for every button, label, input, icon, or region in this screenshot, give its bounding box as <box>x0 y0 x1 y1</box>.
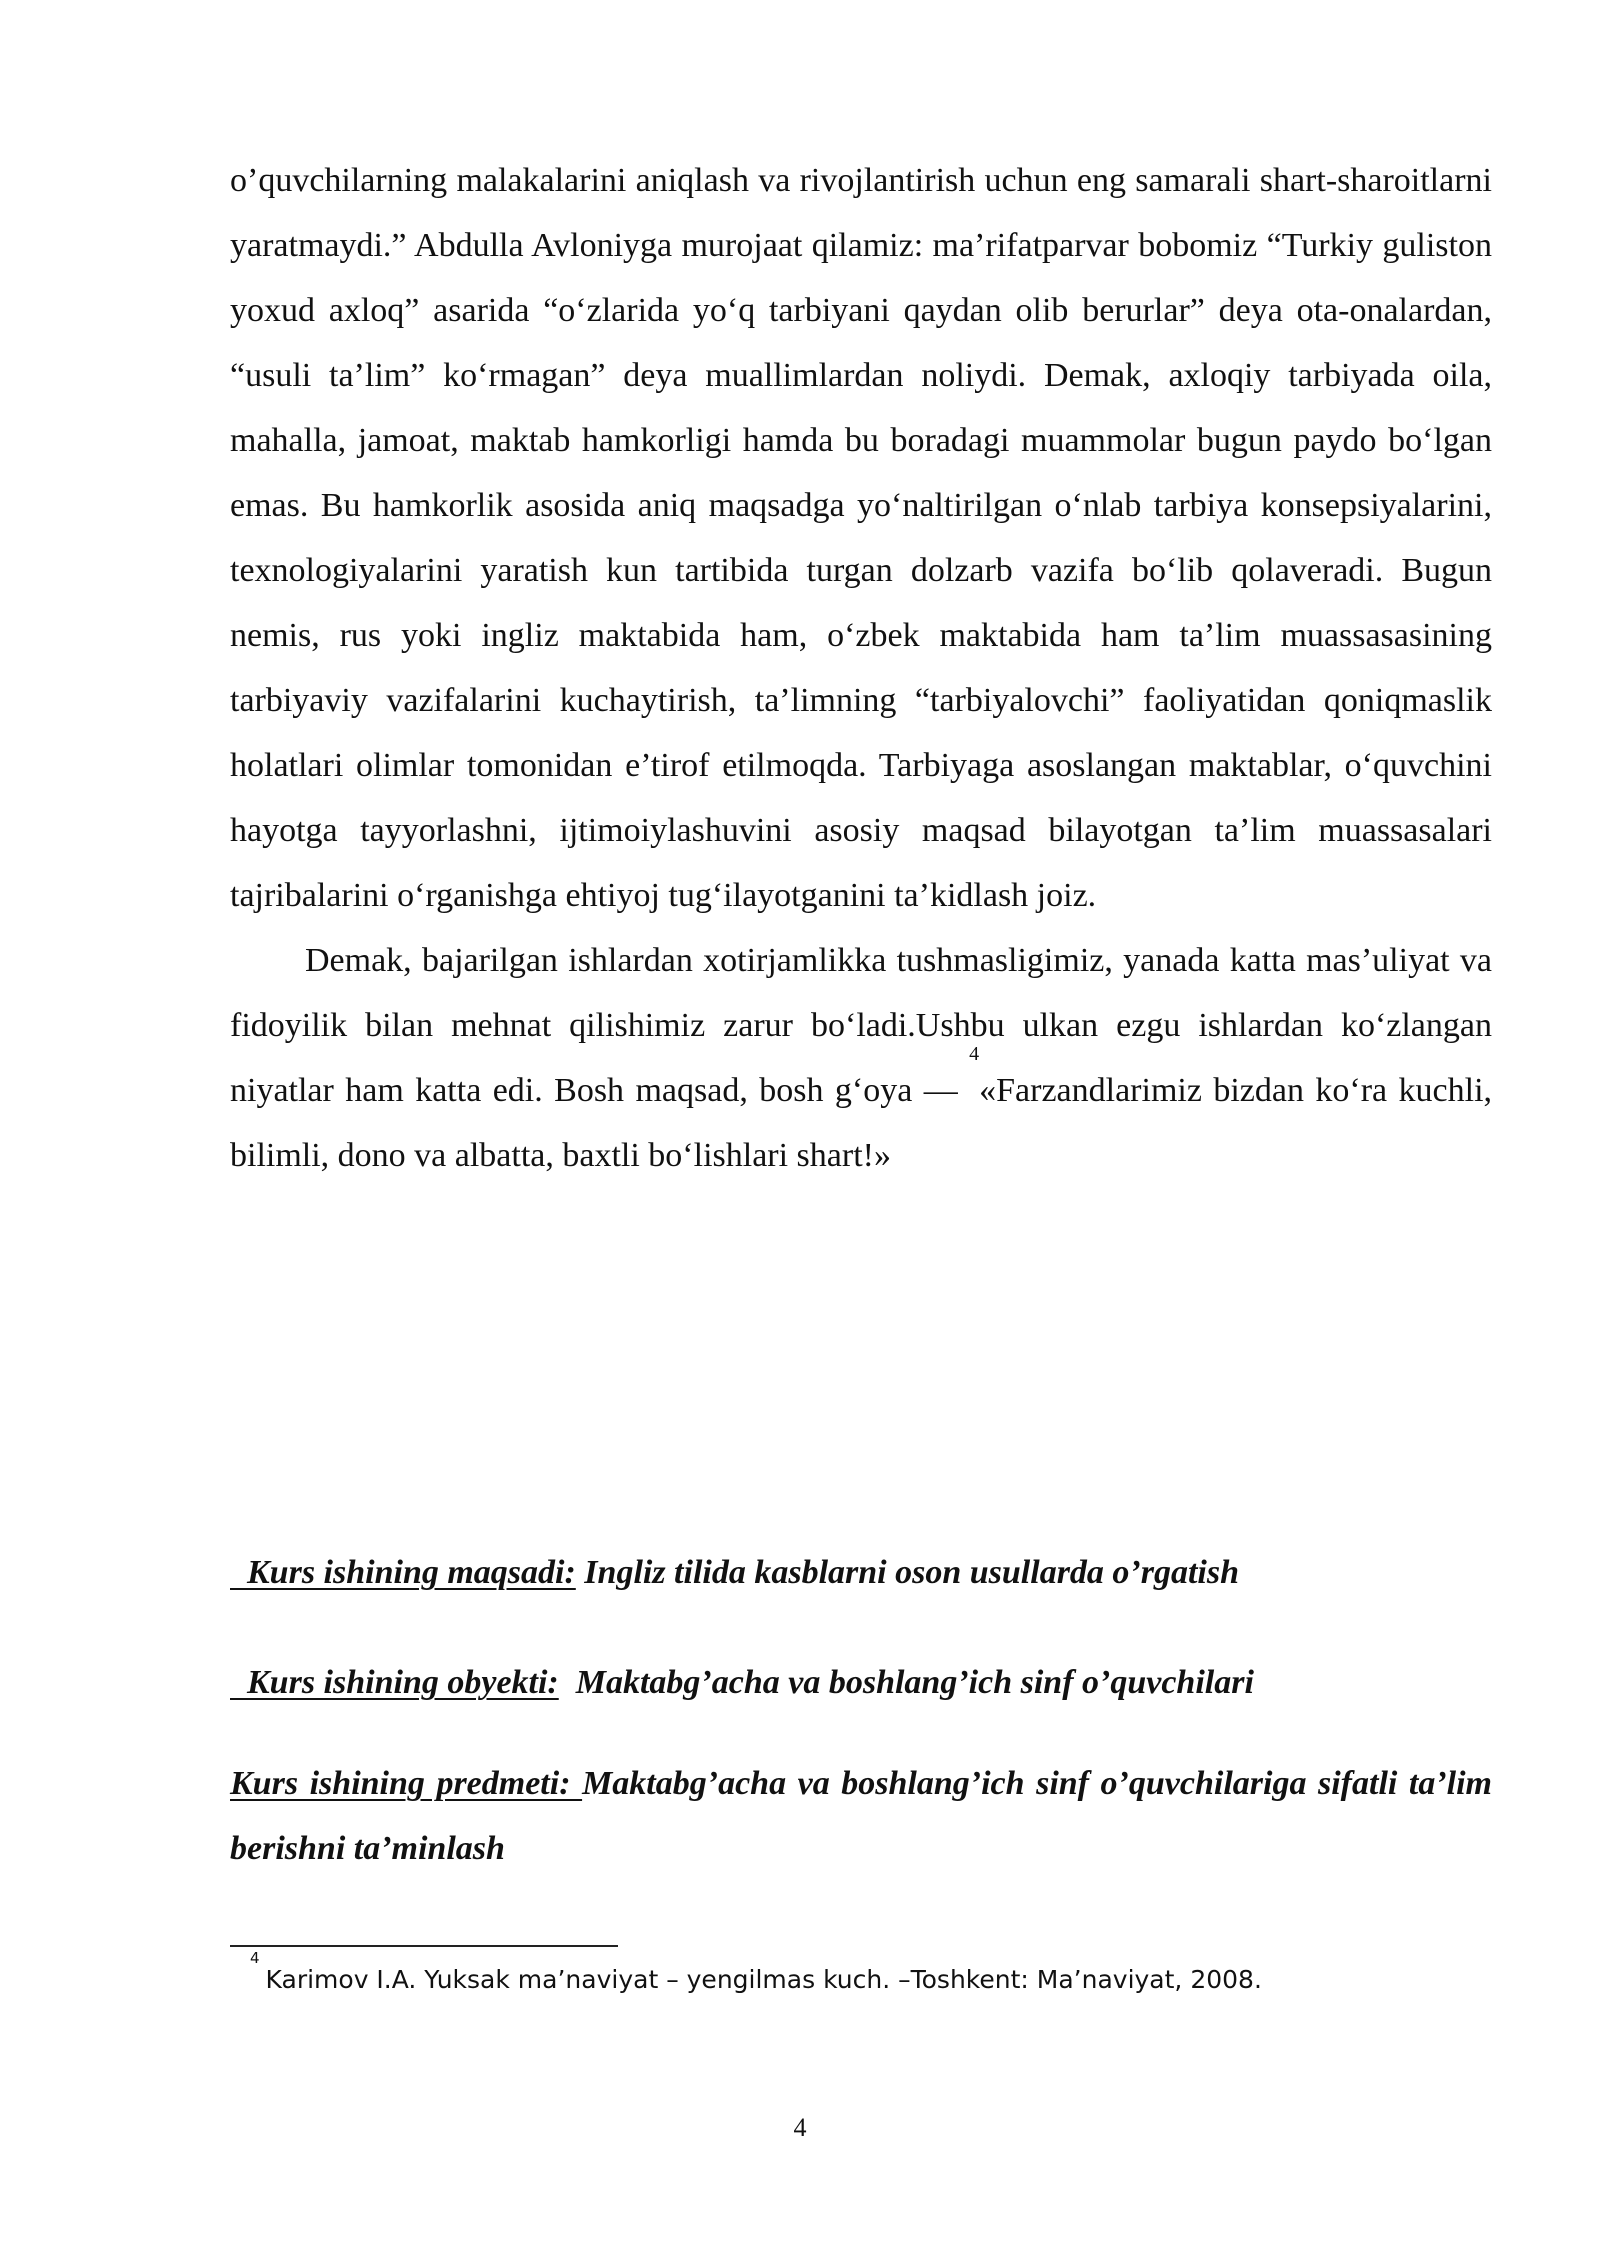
course-subject-text: Maktabg’acha va boshlang’ich sinf o’quvchilariga sifatli ta’lim berishni ta’minlash <box>230 1765 1492 1867</box>
course-object-text: Maktabg’acha va boshlang’ich sinf o’quvchilari <box>558 1664 1254 1701</box>
footnote-text: Karimov I.A. Yuksak ma’naviyat – yengilmas kuch. –Toshkent: Ma’naviyat, 2008. <box>265 1965 1262 1994</box>
body-paragraph-2 <box>230 928 1492 1188</box>
page-number: 4 <box>793 2113 807 2142</box>
course-goal-text: Ingliz tilida kasblarni oson usullarda o’rgatish <box>575 1554 1240 1591</box>
body-paragraph-1: o’quvchilarning malakalarini aniqlash va rivojlantirish uchun eng samarali shart-sharoitlarni yaratmaydi.” Abdulla Avloniyga murojaat qilamiz: ma’rifatparvar bobomiz “Turkiy guliston yoxud axloq” asarida “o‘zlarida yo‘q tarbiyani qaydan olib berurlar” deya ota-onalardan, “usuli ta’lim” ko‘rmagan” deya muallimlardan noliydi. Demak, axloqiy tarbiyada oila, mahalla, jamoat, maktab hamkorligi hamda bu boradagi muammolar bugun paydo bo‘lgan emas. Bu hamkorlik asosida aniq maqsadga yo‘naltirilgan o‘nlab tarbiya konsepsiyalarini, texnologiyalarini yaratish kun tartibida turgan dolzarb vazifa bo‘lib qolaveradi. Bugun nemis, rus yoki ingliz maktabida ham, o‘zbek maktabida ham ta’lim muassasasining tarbiyaviy vazifalarini kuchaytirish, ta’limning “tarbiyalovchi” faoliyatidan qoniqmaslik holatlari olimlar tomonidan e’tirof etilmoqda. Tarbiyaga asoslangan maktablar, o‘quvchini hayotga tayyorlashni, ijtimoiylashuvini asosiy maqsad bilayotgan ta’lim muassasalari tajribalarini o‘rganishga ehtiyoj tug‘ilayotganini ta’kidlash joiz. <box>230 162 1492 914</box>
course-object-label: Kurs ishining obyekti: <box>230 1664 559 1701</box>
body-text <box>230 148 1492 1188</box>
footnote <box>250 1949 1490 2000</box>
course-goal-label: Kurs ishining maqsadi: <box>230 1554 576 1591</box>
paragraph-2-lead: Demak, bajarilgan ishlardan xotirjamlikka tushmasligimiz, yanada katta mas’uliyat va fidoyilik bilan mehnat qilishimiz zarur bo‘ladi.Ushbu ulkan ezgu ishlardan ko‘zlangan niyatlar ham katta edi. Bosh maqsad, bosh g‘oya — <box>230 942 1492 1109</box>
paragraph-2-quote: «Farzandlarimiz bizdan ko‘ra kuchli, bilimli, dono va albatta, baxtli bo‘lishlari shart!» <box>230 1072 1493 1174</box>
footnote-separator <box>230 1945 618 1947</box>
footnote-reference[interactable]: 4 <box>969 1043 980 1065</box>
course-subject-line <box>230 1751 1492 1881</box>
course-object-line <box>230 1650 1492 1715</box>
footnote-number: 4 <box>250 1949 260 1967</box>
course-goal-line <box>230 1540 1492 1605</box>
course-subject-label: Kurs ishining predmeti: <box>230 1765 583 1802</box>
